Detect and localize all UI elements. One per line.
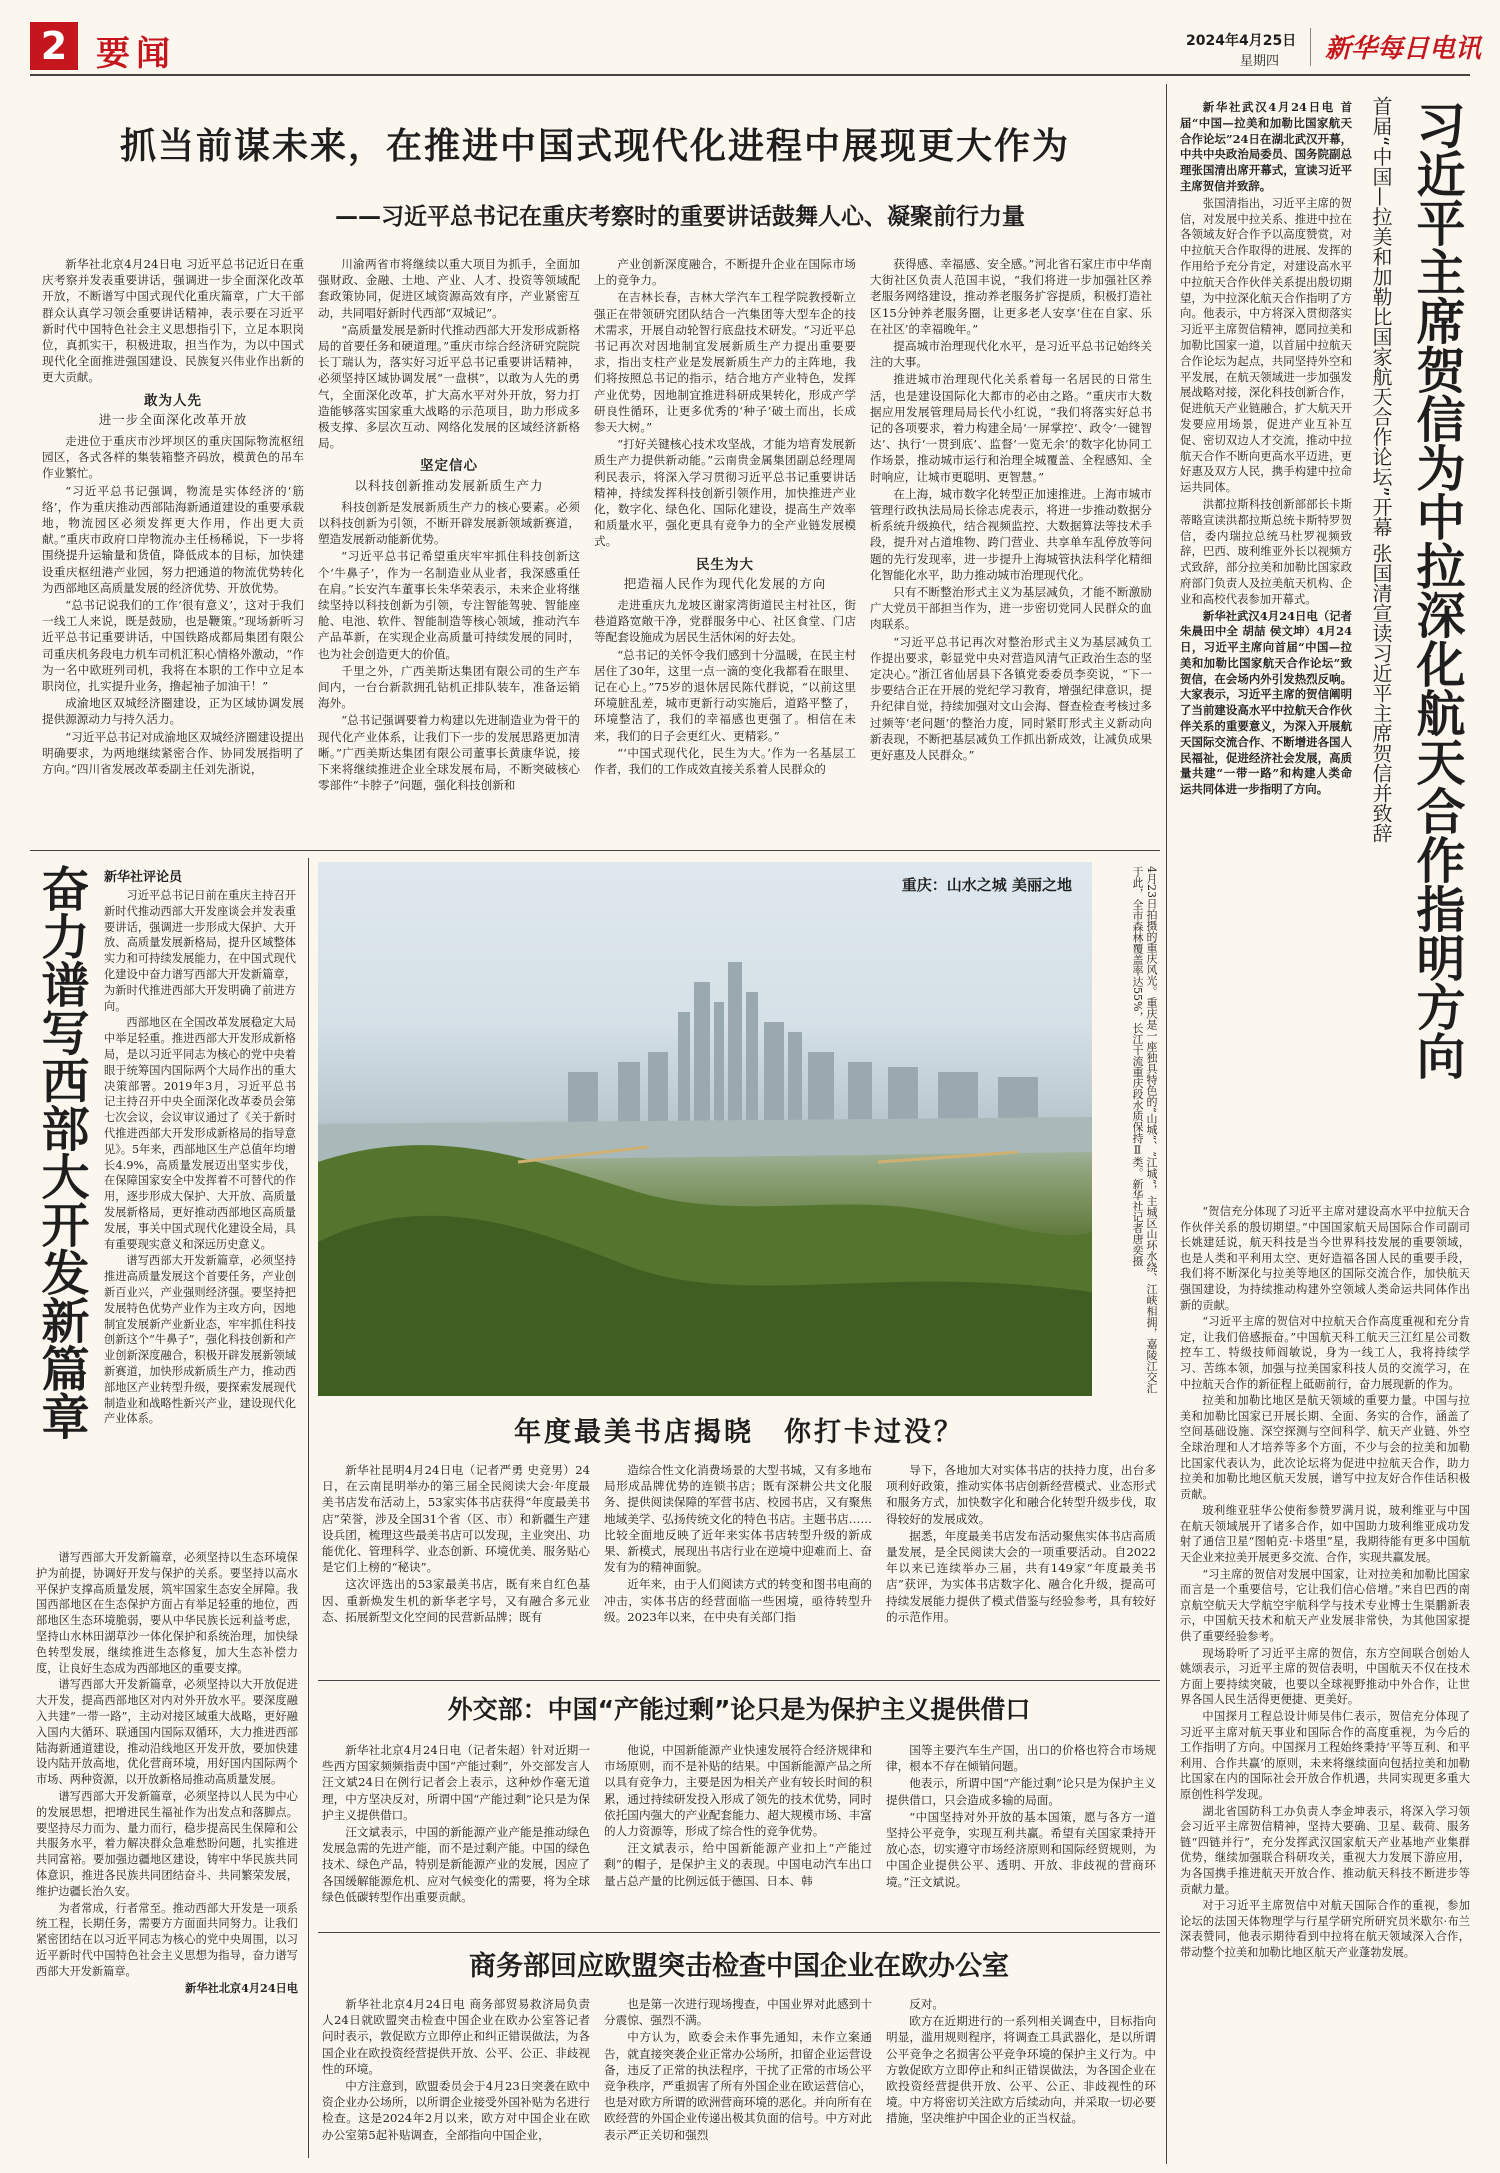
commentary-divider [308, 858, 309, 2158]
mofa-paragraph: “中国坚持对外开放的基本国策，愿与各方一道坚持公平竞争，实现互利共赢。希望有关国家秉持开放心态，切实遵守市场经济原则和国际经贸规则，为中国企业提供公平、透明、开放、非歧视的营商环境。”汪文斌说。 [886, 1809, 1156, 1889]
commentary-paragraph: 谱写西部大开发新篇章，必须坚持以大开放促进大开发，提高西部地区对内对外开放水平。要深度融入共建“一带一路”，主动对接区域重大战略，更好融入国内大循环、联通国内国际双循环，大力推进西部陆海新通道建设，推动沿线地区开发开放，要加快建设内陆开放高地，优化营商环境，用好国内国际两个市场、两种资源，以开放新格局推动高质量发展。 [36, 1678, 298, 1787]
lead-paragraph: “习近平总书记强调，物流是实体经济的‘筋络’，作为重庆推动西部陆海新通道建设的重要承载地，物流园区必须发挥更大作用，作出更大贡献。”重庆市政府口岸物流办主任杨稀说，下一步将围绕提升运输量和货值，降低成本的目标，加快建设重庆枢纽港产业园，努力把通道的物流优势转化为西部地区高质量发展的经济优势、开放优势。 [42, 483, 304, 595]
mofcom-col-3 [886, 1996, 1156, 2164]
mofa-headline: 外交部：中国“产能过剩”论只是为保护主义提供借口 [447, 1695, 1031, 1724]
city-photo [318, 862, 1092, 1396]
bookstore-col-3 [886, 1462, 1156, 1672]
lead-col-1 [42, 256, 304, 856]
right-paragraph: “习主席的贺信对发展中国家，让对拉美和加勒比国家而言是一个重要信号，它让我们信心倍增。”来自巴西的南京航空航天大学航空宇航科学与技术专业博士生渠鹏新表示，中国航天技术和航天产业发展非常快，为其他国家提供了重要经验参考。 [1180, 1567, 1470, 1644]
brand-logo: 新华每日电讯 [1325, 34, 1482, 64]
commentary-byline: 新华社评论员 [104, 870, 183, 885]
mofa-paragraph: 汪文斌表示，给中国新能源产业扣上“产能过剩”的帽子，是保护主义的表现。中国电动汽车出口量占总产量的比例远低于德国、日本、韩 [604, 1841, 872, 1888]
photo-illustration [318, 862, 1092, 1396]
right-paragraph: “习近平主席的贺信对中拉航天合作高度重视和充分肯定，让我们倍感振奋。”中国航天科工航天三江红星公司数控车工、特级技师阎敏说，身为一线工人，我将持续学习、苦练本领，加强与拉美国家科技人员的交流学习，在中拉航天合作的新征程上砥砺前行，奋力展现新的作为。 [1180, 1315, 1470, 1391]
lead-paragraph: “打好关键核心技术攻坚战，才能为培育发展新质生产力提供新动能。”云南贵金属集团副总经理周利民表示，将深入学习贯彻习近平总书记重要讲话精神，持续发挥科技创新引领作用，加快推进产业化，数字化、绿色化、国际化建设，提高生产效率和质量水平，强化更具有竞争力的全产业链发展模式。 [594, 437, 856, 549]
lead-paragraph: 走进重庆九龙坡区谢家湾街道民主村社区，街巷道路宽敞干净，党群服务中心、社区食堂、门店等配套设施成为居民生活休闲的好去处。 [594, 598, 856, 645]
right-headline: 习近平主席贺信为中拉深化航天合作指明方向 [1409, 100, 1466, 1080]
bookstore-paragraph: 造综合性文化消费场景的大型书城，又有多地布局形成品牌优势的连锁书店；既有深耕公共文化服务、提供阅读保障的军营书店、校园书店，又有聚焦地域美学、弘扬传统文化的特色书店。主题书店……比较全面地反映了近年来实体书店转型升级的新成果、新模式，展现出书店行业在逆境中迎难而上、奋发有为的精神面貌。 [604, 1463, 872, 1575]
lead-paragraph: 提高城市治理现代化水平，是习近平总书记始终关注的大事。 [870, 339, 1152, 370]
lead-paragraph: “‘中国式现代化，民生为大。’作为一名基层工作者，我们的工作成效直接关系着人民群众的 [594, 745, 856, 777]
right-paragraph: 现场聆听了习近平主席的贺信，东方空间联合创始人姚颂表示，习近平主席的贺信表明，中国航天不仅在技术方面上要持续突破，也要以全球视野推动中外合作，让世界各国人民生活得更便捷、更美好。 [1180, 1646, 1470, 1707]
right-paragraph: 拉美和加勒比地区是航天领域的重要力量。中国与拉美和加勒比国家已开展长期、全面、务实的合作，涵盖了空间基础设施、深空探测与空间科学、航天产业链、外空全球治理和人才培养等多个方面，不少与会的拉美和加勒比国家代表认为，此次论坛将为促进中拉航天合作，助力拉美和加勒比地区航天发展，谱写中拉友好合作佳话积极贡献。 [1180, 1394, 1470, 1501]
mofa-paragraph: 他说，中国新能源产业快速发展符合经济规律和市场原则，而不是补贴的结果。中国新能源产品之所以具有竞争力，主要是因为相关产业有较长时间的积累，通过持续研发投入形成了领先的技术优势，同时依托国内强大的产业配套能力、超大规模市场、丰富的人力资源等，形成了综合性的竞争优势。 [604, 1743, 872, 1839]
lead-subhead: 民生为大 [696, 556, 754, 573]
right-paragraph: 张国清指出，习近平主席的贺信，对发展中拉关系、推进中拉在各领域友好合作予以高度赞赏，对中拉航天合作取得的进展、发挥的作用给予充分肯定，对建设高水平中拉航天合作伙伴关系提出殷切期望，为中拉深化航天合作指明了方向。他表示，中方将深入贯彻落实习近平主席贺信精神，愿同拉美和加勒比国家一道，以首届中拉航天合作论坛为起点，共同坚持外空和平发展，在航天领域进一步加强发展战略对接，深化科技创新合作，促进航天产业链融合，扩大航天开发要应用场景，促进产业互补互促、密切双边人才交流，推动中拉航天合作不断向更高水平迈进，更好惠及双方人民，携手构建中拉命运共同体。 [1180, 195, 1352, 495]
mofcom-paragraph: 也是第一次进行现场搜查，中国业界对此感到十分震惊、强烈不满。 [604, 1997, 872, 2028]
right-paragraph: 湖北省国防科工办负责人李金坤表示，将深入学习领会习近平主席贺信精神，坚持大要确、卫星、载荷、服务链“四链并行”，充分发挥武汉国家航天产业基地产业集群优势，继续加强联合科研攻关，重视大力发展下游应用，为各国携手推进航天开放合作、推动航天科技不断进步等贡献力量。 [1180, 1804, 1470, 1896]
lead-paragraph: 川渝两省市将继续以重大项目为抓手，全面加强财政、金融、土地、产业、人才、投资等领域配套政策协同，促进区域资源高效有序，产业紧密互动，共同唱好新时代西部“双城记”。 [318, 257, 580, 320]
right-column-divider [1166, 84, 1167, 2164]
bookstore-paragraph: 新华社昆明4月24日电（记者严勇 史竞男）24日，在云南昆明举办的第三届全民阅读大会·年度最美书店发布活动上，53家实体书店获得“年度最美书店”荣誉，涉及全国31个省（区、市）和新疆生产建设兵团，梳理这些最美书店可以发现，主业突出、功能优化、管理科学、业态创新、环境优美、服务贴心是它们上榜的“秘诀”。 [322, 1463, 590, 1575]
lead-paragraph: “习近平总书记再次对整治形式主义为基层减负工作提出要求，彰显党中央对营造风清气正政治生态的坚定决心。”浙江省仙居县下各镇党委委员李奕说，“下一步要结合正在开展的党纪学习教育，增强纪律意识，提升纪律自觉，持续加强对文山会海、督查检查考核过多过频等‘老问题’的整治力度，同时紧盯形式主义新动向新表现，不断把基层减负工作抓出新成效，让减负成果更好惠及人民群众。” [870, 634, 1152, 763]
mofcom-col-1 [322, 1996, 590, 2164]
lead-subhead-deck: 把造福人民作为现代化发展的方向 [623, 575, 827, 591]
lead-paragraph: 走进位于重庆市沙坪坝区的重庆国际物流枢纽园区，各式各样的集装箱整齐码放，模黄色的吊车作业繁忙。 [42, 434, 304, 481]
commentary-paragraph: 谱写西部大开发新篇章，必须坚持推进高质量发展这个首要任务，产业创新百业兴，产业强则经济强。要坚持把发展特色优势产业作为主攻方向，因地制宜发展新产业新业态，牢牢抓住科技创新这个“牛鼻子”，强化科技创新和产业创新深度融合，积极开辟发展新领域新赛道，加快形成新质生产力，推动西部地区产业转型升级，要探索发展现代制造业和战略性新兴产业，建设现代化产业体系。 [104, 1254, 296, 1426]
commentary-paragraph: 习近平总书记日前在重庆主持召开新时代推动西部大开发座谈会并发表重要讲话，强调进一步形成大保护、大开放、高质量发展新格局，提升区域整体实力和可持续发展能力，在中国式现代化建设中奋力谱写西部大开发新篇章，为新时代推进西部大开发明确了前进方向。 [104, 889, 296, 1013]
masthead [0, 0, 1500, 70]
bookstore-headline: 年度最美书店揭晓 你打卡过没？ [514, 1417, 964, 1448]
commentary-paragraph: 西部地区在全国改革发展稳定大局中举足轻重。推进西部大开发形成新格局，是以习近平同志为核心的党中央着眼于统筹国内国际两个大局作出的重大决策部署。2019年3月，习近平总书记主持召开中央全面深化改革委员会第七次会议，会议审议通过了《关于新时代推进西部大开发形成新格局的指导意见》。5年来，西部地区生产总值年均增长4.9%，高质量发展迈出坚实步伐，在保障国家安全中发挥着不可替代的作用，逐步形成大保护、大开放、高质量发展新格局，更好推动西部地区高质量发展，事关中国式现代化建设全局，具有重要现实意义和深远历史意义。 [104, 1016, 296, 1251]
lead-paragraph: 成渝地区双城经济圈建设，正为区域协调发展提供源源动力与持久活力。 [42, 696, 304, 727]
lead-paragraph: “高质量发展是新时代推动西部大开发形成新格局的首要任务和硬道理。”重庆市综合经济研究院院长丁瑞认为，落实好习近平总书记重要讲话精神，必须坚持区域协调发展“一盘棋”，以敢为人先的勇气，全面深化改革，扩大高水平对外开放，努力打造能够落实国家重大战略的示范项目，助力形成多极支撑、多层次互动、网络化发展的区域经济新格局。 [318, 322, 580, 451]
mofa-col-2 [604, 1742, 872, 1926]
bookstore-col-1 [322, 1462, 590, 1672]
mofa-paragraph: 新华社北京4月24日电（记者朱超）针对近期一些西方国家频频指责中国“产能过剩”，外交部发言人汪文斌24日在例行记者会上表示，这种炒作毫无道理，中方坚决反对，所谓中国“产能过剩”论只是为保护主义提供借口。 [322, 1743, 590, 1822]
lead-subhead: 坚定信心 [420, 458, 478, 475]
mofa-paragraph: 汪文斌表示，中国的新能源产业产能是推动绿色发展急需的先进产能，而不是过剩产能。中国的绿色技术、绿色产品，特别是新能源产业的发展，因应了各国缓解能源危机、应对气候变化的需要，将为全球绿色低碳转型作出重要贡献。 [322, 1825, 590, 1904]
commentary-text-top [104, 888, 296, 1538]
lead-paragraph: 只有不断整治形式主义为基层减负，才能不断激励广大党员干部担当作为，进一步密切党同人民群众的血肉联系。 [870, 585, 1152, 632]
lead-paragraph: “习近平总书记希望重庆牢牢抓住科技创新这个‘牛鼻子’，作为一名制造业从业者，我深感重任在肩。”长安汽车董事长朱华荣表示，未来企业将继续坚持以科技创新为引领，专注智能驾驶、智能座舱、电池、软件、智能制造等核心领域，推动汽车产品革新，在实现企业高质量可持续发展的同时，也为社会创造更大的价值。 [318, 549, 580, 661]
lead-paragraph: “总书记的关怀令我们感到十分温暖，在民主村居住了30年，这里一点一滴的变化我都看在眼里、记在心上。”75岁的退休居民陈代群说，“以前这里环境脏乱差，城市更新行动实施后，道路平整了，环境整洁了，我们的幸福感也更强了。相信在未来，我们的日子会更红火、更精彩。” [594, 647, 856, 743]
lead-paragraph: 科技创新是发展新质生产力的核心要素。必须以科技创新为引领，不断开辟发展新领域新赛道，塑造发展新动能新优势。 [318, 499, 580, 547]
lead-subhead-deck: 以科技创新推动发展新质生产力 [354, 477, 544, 493]
mofcom-paragraph: 新华社北京4月24日电 商务部贸易救济局负责人24日就欧盟突击检查中国企业在欧办公室答记者问时表示，敦促欧方立即停止和纠正错误做法，为各国企业在欧投资经营提供开放、公平、公正、非歧视性的环境。 [322, 1997, 590, 2076]
right-body [1180, 1204, 1470, 2164]
bookstore-col-2 [604, 1462, 872, 1672]
lead-paragraph: 产业创新深度融合，不断提升企业在国际市场上的竞争力。 [594, 257, 856, 288]
issue-date: 2024年4月25日 [1186, 33, 1297, 49]
right-paragraph: 玻利维亚驻华公使衔参赞罗满月说，玻利维亚与中国在航天领域展开了诸多合作，如中国助力玻利维亚成功发射了通信卫星“图帕克·卡塔里”星，我期待能有更多中国航天企业来拉美开展更多交流、合作，实现共赢发展。 [1180, 1504, 1470, 1565]
bookstore-paragraph: 导下，各地加大对实体书店的扶持力度，出台多项利好政策，推动实体书店创新经营模式、业态形式和服务方式，加快数字化和融合化转型升级步伐，取得较好的发展成效。 [886, 1463, 1156, 1526]
lead-col-2 [318, 256, 580, 856]
section-name: 要闻 [96, 34, 176, 70]
lead-bottom-rule [30, 850, 1160, 851]
mofa-col-3 [886, 1742, 1156, 1926]
commentary-dateline: 新华社北京4月24日电 [185, 1980, 298, 1995]
bookstore-paragraph: 据悉，年度最美书店发布活动聚焦实体书店高质量发展，是全民阅读大会的一项重要活动。自2022年以来已连续举办三届，共有149家“年度最美书店”获评，为实体书店数字化、融合化升级，提高可持续发展能力提供了模式借鉴与经验参考，具有较好的示范作用。 [886, 1528, 1156, 1624]
lead-col-4 [870, 256, 1152, 856]
right-paragraph: 新华社武汉4月24日电 首届“中国—拉美和加勒比国家航天合作论坛”24日在湖北武汉开幕，中共中央政治局委员、国务院副总理张国清出席开幕式，宣读习近平主席贺信并致辞。 [1180, 100, 1352, 193]
mofcom-col-2 [604, 1996, 872, 2164]
lead-subhead: 敢为人先 [144, 392, 202, 409]
lead-headline: 抓当前谋未来，在推进中国式现代化进程中展现更大作为 [119, 126, 1070, 167]
lead-paragraph: “习近平总书记对成渝地区双城经济圈建设提出明确要求，为两地继续紧密合作、协同发展指明了方向。”四川省发展改革委副主任刘先浙说， [42, 729, 304, 777]
lead-paragraph: 新华社北京4月24日电 习近平总书记近日在重庆考察并发表重要讲话，强调进一步全面深化改革开放，不断谱写中国式现代化重庆篇章，广大干部群众认真学习领会重要讲话精神，表示要在习近平新时代中国特色社会主义思想指引下，立足本职岗位，真抓实干，积极进取，担当作为，为以中国式现代化全面推进强国建设、民族复兴伟业作出新的更大贡献。 [42, 257, 304, 385]
bookstore-paragraph: 这次评选出的53家最美书店，既有来自红色基因、重新焕发生机的新华老字号，又有融合多元业态、拓展新型文化空间的民营新品牌；既有 [322, 1577, 590, 1624]
page-number-badge: 2 [30, 22, 78, 70]
right-paragraph: 中国探月工程总设计师吴伟仁表示，贺信充分体现了习近平主席对航天事业和国际合作的高度重视，为今后的工作指明了方向。中国探月工程始终秉持‘平等互利、和平利用、合作共赢’的原则，未来将继续面向包括拉美和加勒比国家在内的国际社会开放合作机遇，共同实现更多重大原创性科学发现。 [1180, 1710, 1470, 1801]
issue-weekday: 星期四 [1240, 54, 1280, 69]
mofcom-headline: 商务部回应欧盟突击检查中国企业在欧办公室 [469, 1951, 1009, 1982]
lead-subheadline: ——习近平总书记在重庆考察时的重要讲话鼓舞人心、凝聚前行力量 [335, 204, 1025, 230]
right-paragraph: 洪都拉斯科技创新部部长卡斯蒂略宣读洪都拉斯总统卡斯特罗贺信，委内瑞拉总统马杜罗视频致辞，巴西、玻利维亚外长以视频方式致辞，部分拉美和加勒比国家政府部门负责人及拉美航天机构、企业和高校代表参加开幕式。 [1180, 496, 1352, 606]
bookstore-bottom-rule [318, 1680, 1160, 1681]
masthead-divider [1310, 28, 1311, 66]
right-paragraph: 新华社武汉4月24日电（记者朱晨田中全 胡喆 侯文坤）4月24日，习近平主席向首届“中国—拉美和加勒比国家航天合作论坛”致贺信，在会场内外引发热烈反响。大家表示，习近平主席的贺信阐明了当前建设高水平中拉航天合作伙伴关系的重要意义，为深入开展航天国际交流合作、不断增进各国人民福祉，促进经济社会发展，高质量共建“一带一路”和构建人类命运共同体进一步指明了方向。 [1180, 608, 1352, 797]
commentary-text-bottom [36, 1550, 298, 2150]
masthead-rule [30, 74, 1470, 76]
mofa-paragraph: 国等主要汽车生产国，出口的价格也符合市场规律，根本不存在倾销问题。 [886, 1743, 1156, 1774]
mofa-bottom-rule [318, 1932, 1160, 1933]
lead-paragraph: 在吉林长春，吉林大学汽车工程学院教授靳立强正在带领研究团队结合一汽集团等大型车企的技术需求，开展自动轮智行底盘技术研发。“习近平总书记再次对因地制宜发展新质生产力提出重要要求，指出支柱产业是发展新质生产力的主阵地，我们将按照总书记的指示，结合地方产业特色，发挥产业优势，因地制宜推进科研成果转化，形成产学研良性循环，让更多优秀的‘种子’破土而出，长成参天大树。” [594, 290, 856, 435]
lead-paragraph: 推进城市治理现代化关系着每一名居民的日常生活，也是建设国际化大都市的必由之路。“重庆市大数据应用发展管理局局长代小红说，“我们将落实好总书记的各项要求，着力构建全局‘一屏掌控’、政令‘一键智达’、执行‘一贯到底’、监督‘一览无余’的数字化协同工作场景，推动城市运行和治理全城覆盖、全程感知、全时响应，让城市更聪明、更智慧。” [870, 372, 1152, 484]
lead-subhead-deck: 进一步全面深化改革开放 [98, 411, 248, 427]
right-kicker: 首届“中国—拉美和加勒比国家航天合作论坛”开幕 张国清宣读习近平主席贺信并致辞 [1369, 96, 1393, 844]
commentary-headline: 奋力谱写西部大开发新篇章 [33, 864, 89, 1440]
mofcom-paragraph: 中方注意到，欧盟委员会于4月23日突袭在欧中资企业办公场所，以所谓企业接受外国补贴为名进行检查。这是2024年2月以来，欧方对中国企业在欧办公室第5起补贴调查，全部指向中国企业， [322, 2079, 590, 2142]
commentary-paragraph: 为者常成，行者常至。推动西部大开发是一项系统工程，长期任务，需要方方面面共同努力。让我们紧密团结在以习近平同志为核心的党中央周围，以习近平新时代中国特色社会主义思想为指导，奋力谱写西部大开发新篇章。 [36, 1901, 298, 1978]
mofa-paragraph: 他表示，所谓中国“产能过剩”论只是为保护主义提供借口，只会造成多输的局面。 [886, 1776, 1156, 1807]
lead-paragraph: “总书记说我们的工作‘很有意义’，这对于我们一线工人来说，既是鼓励，也是鞭策。”现场新听习近平总书记重要讲话，中国铁路成都局集团有限公司重庆机务段电力机车司机汇积心情格外激动，“作为一名中欧班列司机，我将在本职的工作中立足本职岗位，扎实提升业务，撸起袖子加油干！” [42, 598, 304, 694]
commentary-paragraph: 谱写西部大开发新篇章，必须坚持以人民为中心的发展思想，把增进民生福祉作为出发点和落脚点。要坚持尽力而为、量力而行，稳步提高民生保障和公共服务水平，着力解决群众急难愁盼问题，扎实推进共同富裕。要加强边疆地区建设，铸牢中华民族共同体意识，推进各民族共同团结奋斗、共同繁荣发展，维护边疆长治久安。 [36, 1789, 298, 1898]
right-intro [1180, 100, 1352, 1196]
lead-paragraph: “总书记强调要着力构建以先进制造业为骨干的现代化产业体系，让我们下一步的发展思路更加清晰。”广西美斯达集团有限公司董事长黄康华说，接下来将继续推进企业全球发展布局，不断突破核心零部件“卡脖子”问题，强化科技创新和 [318, 713, 580, 793]
mofcom-paragraph: 欧方在近期进行的一系列相关调查中，目标指向明显，滥用规则程序，将调查工具武器化，是以所谓公平竞争之名损害公平竞争环境的保护主义行为。中方敦促欧方立即停止和纠正错误做法，为各国企业在欧投资经营提供开放、公平、公正、非歧视性的环境。中方将密切关注欧方后续动向，并采取一切必要措施，坚决维护中国企业的正当权益。 [886, 2014, 1156, 2126]
bookstore-paragraph: 近年来，由于人们阅读方式的转变和图书电商的冲击，实体书店的经营面临一些困境，亟待转型升级。2023年以来，在中央有关部门指 [604, 1577, 872, 1624]
lead-paragraph: 千里之外，广西美斯达集团有限公司的生产车间内，一台台新款拥孔钻机正排队装车，准备运销海外。 [318, 663, 580, 711]
right-paragraph: “贺信充分体现了习近平主席对建设高水平中拉航天合作伙伴关系的殷切期望。”中国国家航天局国际合作司副司长姚建廷说，航天科技是当今世界科技发展的重要领域，也是人类和平利用太空、更好造福各国人民的重要手段，我们将不断深化与拉美等地区的国际交流合作，加快航天强国建设，为持续推动构建外空领域人类命运共同体作出新的贡献。 [1180, 1205, 1470, 1312]
lead-paragraph: 在上海，城市数字化转型正加速推进。上海市城市管理行政执法局局长徐志虎表示，将进一步推动数据分析系统升级换代，结合视频监控、大数据算法等技术手段，提升对占道堆物、跨门营业、共享单车乱停放等问题的先行发现率，进一步提升上海城管执法科学化精细化智能化水平，助力推动城市治理现代化。 [870, 486, 1152, 582]
photo-caption: 4月23日拍摄的重庆风光。重庆是一座独具特色的“山城”、“江城”，主城区山环水绕、江峡相拥，嘉陵江交汇于此，全市森林覆盖率达55%，长江干流重庆段水质保持Ⅱ类。新华社记者唐奕摄 [1131, 866, 1158, 1394]
right-paragraph: 对于习近平主席贺信中对航天国际合作的重视，参加论坛的法国天体物理学与行星学研究所研究员米歇尔·布兰深表赞同，他表示期待看到中拉将在航天领域深入合作，带动整个拉美和加勒比地区航天产业蓬勃发展。 [1180, 1899, 1470, 1959]
mofcom-paragraph: 反对。 [909, 1997, 944, 2011]
mofa-col-1 [322, 1742, 590, 1926]
lead-paragraph: 获得感、幸福感、安全感。”河北省石家庄市中华南大街社区负责人范国丰说，“我们将进一步加强社区养老服务网络建设，推动养老服务扩容提质，积极打造社区15分钟养老服务圈，让更多老人安享‘住在自家、乐在社区’的幸福晚年。” [870, 257, 1152, 336]
photo-title: 重庆：山水之城 美丽之地 [901, 876, 1072, 894]
mofcom-paragraph: 中方认为，欧委会未作事先通知，未作立案通告，就直接突袭企业正常办公场所，扣留企业运营设备，违反了正常的执法程序，干扰了正常的市场公平竞争秩序，严重损害了所有外国企业在欧运营信心，也是对欧方所谓的欧洲营商环境的恶化。并向所有在欧经营的外国企业传递出极其负面的信号。中方对此表示严正关切和强烈 [604, 2030, 872, 2142]
commentary-paragraph: 谱写西部大开发新篇章，必须坚持以生态环境保护为前提，协调好开发与保护的关系。要坚持以高水平保护支撑高质量发展，筑牢国家生态安全屏障。我国西部地区在生态保护方面占有举足轻重的地位，西部地区生态环境脆弱，要从中华民族长远利益考虑，坚持山水林田湖草沙一体化保护和系统治理，加快绿色转型发展，继续推进生态修复，加大生态补偿力度，让良好生态成为西部地区的重要支撑。 [36, 1551, 298, 1675]
lead-col-3 [594, 256, 856, 856]
commentary-box [30, 858, 302, 2158]
